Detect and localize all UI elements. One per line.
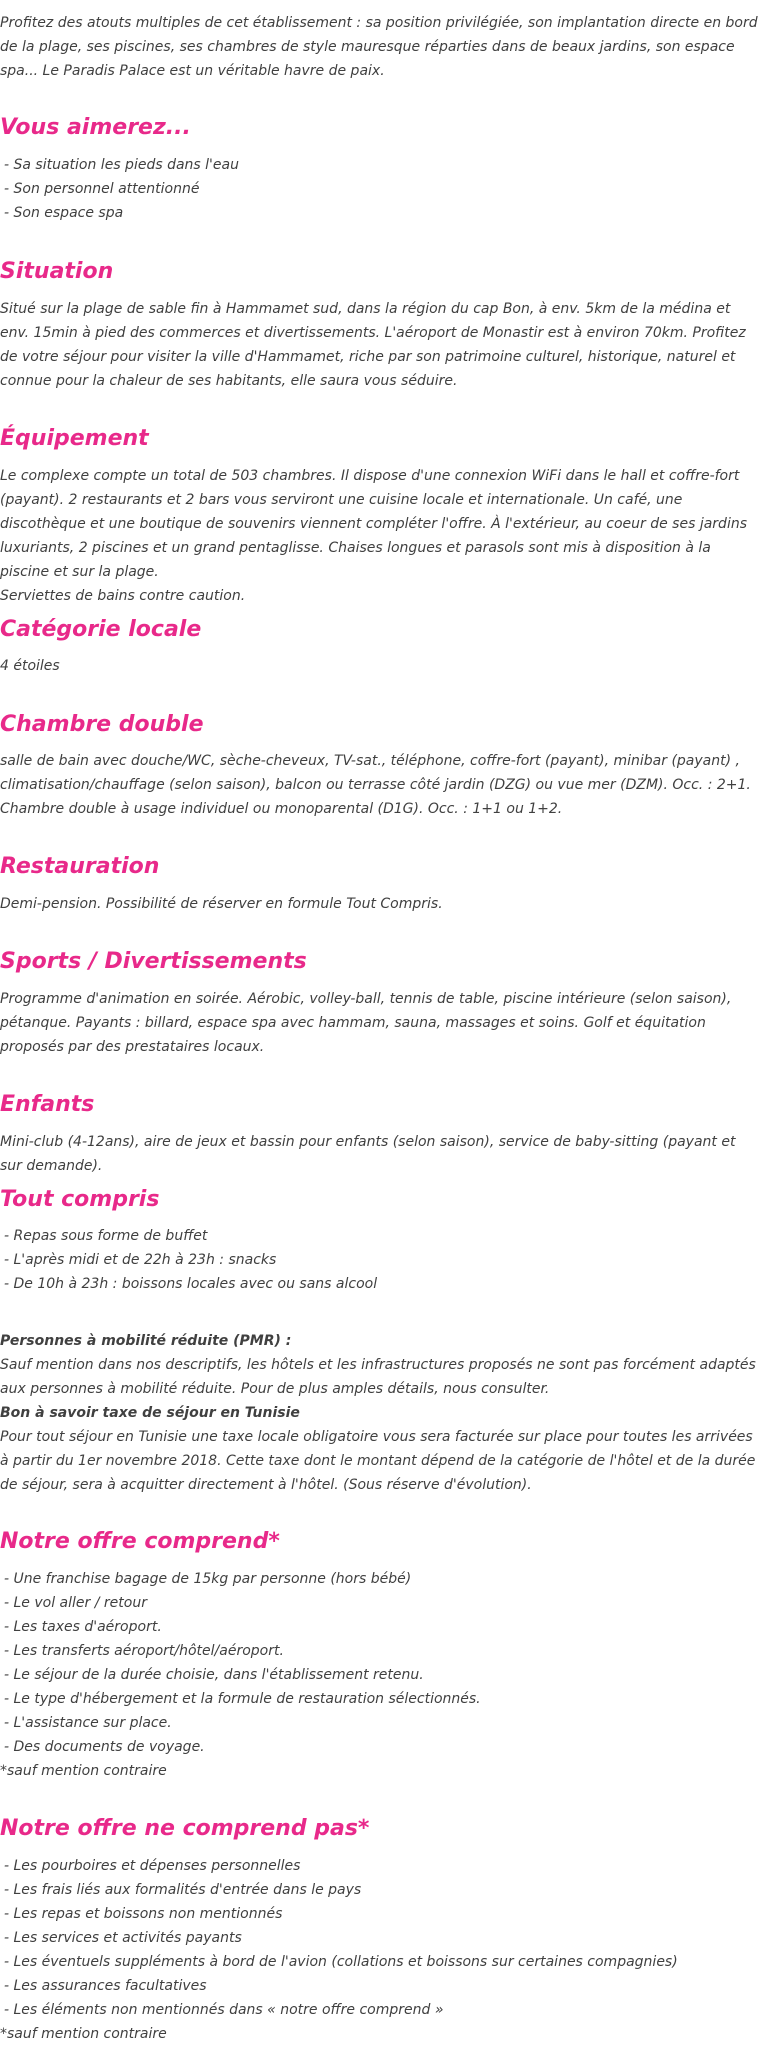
comprend-note: *sauf mention contraire	[0, 1763, 167, 1779]
heading-ne-comprend-pas: Notre offre ne comprend pas*	[0, 1816, 370, 1841]
pmr-text: Sauf mention dans nos descriptifs, les hôtels et les infrastructures proposés ne sont pas forcément adaptés aux personnes à mobilité réduite. Pour de plus amples détails, nous consulter.	[0, 1357, 756, 1397]
list-item: - De 10h à 23h : boissons locales avec ou sans alcool	[4, 1276, 378, 1292]
list-item: - Des documents de voyage.	[4, 1739, 205, 1755]
chambre-text: salle de bain avec douche/WC, sèche-cheveux, TV-sat., téléphone, coffre-fort (payant), minibar (payant) , climatisation/chauffage (selon saison), balcon ou terrasse côté jardin (DZG) ou vue mer (DZM). Occ. : 2+1.	[0, 753, 751, 793]
heading-tout-compris: Tout compris	[0, 1187, 160, 1212]
situation-text: Situé sur la plage de sable fin à Hammamet sud, dans la région du cap Bon, à env. 5km de la médina et env. 15min à pied des commerces et divertissements. L'aéroport de Monastir est à environ 70km. Profitez de votre séjour pour visiter la ville d'Hammamet, riche par son patrimoine culturel, historique, naturel et connue pour la chaleur de ses habitants, elle saura vous séduire.	[0, 301, 746, 389]
pmr-title: Personnes à mobilité réduite (PMR) :	[0, 1333, 292, 1349]
intro-block	[0, 11, 758, 83]
list-item: - Les éventuels suppléments à bord de l'avion (collations et boissons sur certaines compagnies)	[4, 1954, 678, 1970]
restauration-block	[0, 892, 758, 916]
list-item: - Le type d'hébergement et la formule de restauration sélectionnés.	[4, 1691, 481, 1707]
list-item: - Les frais liés aux formalités d'entrée dans le pays	[4, 1882, 362, 1898]
taxe-text: Pour tout séjour en Tunisie une taxe locale obligatoire vous sera facturée sur place pour toutes les arrivées à partir du 1er novembre 2018. Cette taxe dont le montant dépend de la catégorie de l'hôtel et de la durée de séjour, sera à acquitter directement à l'hôtel. (Sous réserve d'évolution).	[0, 1429, 756, 1493]
vous-aimerez-list	[0, 153, 758, 225]
situation-block	[0, 297, 758, 393]
taxe-title: Bon à savoir taxe de séjour en Tunisie	[0, 1405, 300, 1421]
list-item: - Sa situation les pieds dans l'eau	[4, 157, 239, 173]
equipement-block	[0, 464, 758, 608]
list-item: - Son personnel attentionné	[4, 181, 200, 197]
heading-enfants: Enfants	[0, 1092, 95, 1117]
restauration-text: Demi-pension. Possibilité de réserver en formule Tout Compris.	[0, 896, 443, 912]
heading-sports: Sports / Divertissements	[0, 949, 307, 974]
list-item: - Son espace spa	[4, 205, 124, 221]
list-item: - L'après midi et de 22h à 23h : snacks	[4, 1252, 277, 1268]
list-item: - Les pourboires et dépenses personnelles	[4, 1858, 301, 1874]
equipement-text: Le complexe compte un total de 503 chambres. Il dispose d'une connexion WiFi dans le hall et coffre-fort (payant). 2 restaurants et 2 bars vous serviront une cuisine locale et internationale. Un café, une discothèque et une boutique de souvenirs viennent compléter l'offre. À l'extérieur, au coeur de ses jardins luxuriants, 2 piscines et un grand pentaglisse. Chaises longues et parasols sont mis à disposition à la piscine et sur la plage.	[0, 468, 747, 580]
heading-equipement: Équipement	[0, 426, 149, 451]
heading-comprend: Notre offre comprend*	[0, 1529, 280, 1554]
list-item: - Les services et activités payants	[4, 1930, 242, 1946]
enfants-block	[0, 1130, 758, 1178]
list-item: - Le vol aller / retour	[4, 1595, 147, 1611]
list-item: - Les transferts aéroport/hôtel/aéroport.	[4, 1643, 284, 1659]
categorie-text: 4 étoiles	[0, 658, 60, 674]
list-item: - Les assurances facultatives	[4, 1978, 207, 1994]
list-item: - L'assistance sur place.	[4, 1715, 172, 1731]
list-item: - Le séjour de la durée choisie, dans l'établissement retenu.	[4, 1667, 424, 1683]
intro-text: Profitez des atouts multiples de cet établissement : sa position privilégiée, son implantation directe en bord de la plage, ses piscines, ses chambres de style mauresque réparties dans de beaux jardins, son espace spa... Le Paradis Palace est un véritable havre de paix.	[0, 15, 758, 79]
enfants-text: Mini-club (4-12ans), aire de jeux et bassin pour enfants (selon saison), service de baby-sitting (payant et sur demande).	[0, 1134, 736, 1174]
list-item: - Les repas et boissons non mentionnés	[4, 1906, 283, 1922]
heading-chambre: Chambre double	[0, 712, 204, 737]
sports-text: Programme d'animation en soirée. Aérobic, volley-ball, tennis de table, piscine intérieure (selon saison), pétanque. Payants : billard, espace spa avec hammam, sauna, massages et soins. Golf et équitation proposés par des prestataires locaux.	[0, 991, 732, 1055]
list-item: - Repas sous forme de buffet	[4, 1228, 208, 1244]
list-item: - Une franchise bagage de 15kg par personne (hors bébé)	[4, 1571, 412, 1587]
equipement-text-2: Serviettes de bains contre caution.	[0, 588, 246, 604]
pmr-block	[0, 1329, 758, 1497]
ne-comprend-pas-note: *sauf mention contraire	[0, 2026, 167, 2042]
list-item: - Les éléments non mentionnés dans « notre offre comprend »	[4, 2002, 444, 2018]
categorie-block	[0, 654, 758, 678]
heading-restauration: Restauration	[0, 854, 160, 879]
heading-vous-aimerez: Vous aimerez...	[0, 115, 191, 140]
list-item: - Les taxes d'aéroport.	[4, 1619, 162, 1635]
heading-situation: Situation	[0, 259, 114, 284]
heading-categorie: Catégorie locale	[0, 617, 202, 642]
ne-comprend-pas-list	[0, 1854, 758, 2046]
chambre-text-2: Chambre double à usage individuel ou monoparental (D1G). Occ. : 1+1 ou 1+2.	[0, 801, 563, 817]
sports-block	[0, 987, 758, 1059]
tout-compris-list	[0, 1224, 758, 1296]
chambre-block	[0, 749, 758, 821]
comprend-list	[0, 1567, 758, 1783]
